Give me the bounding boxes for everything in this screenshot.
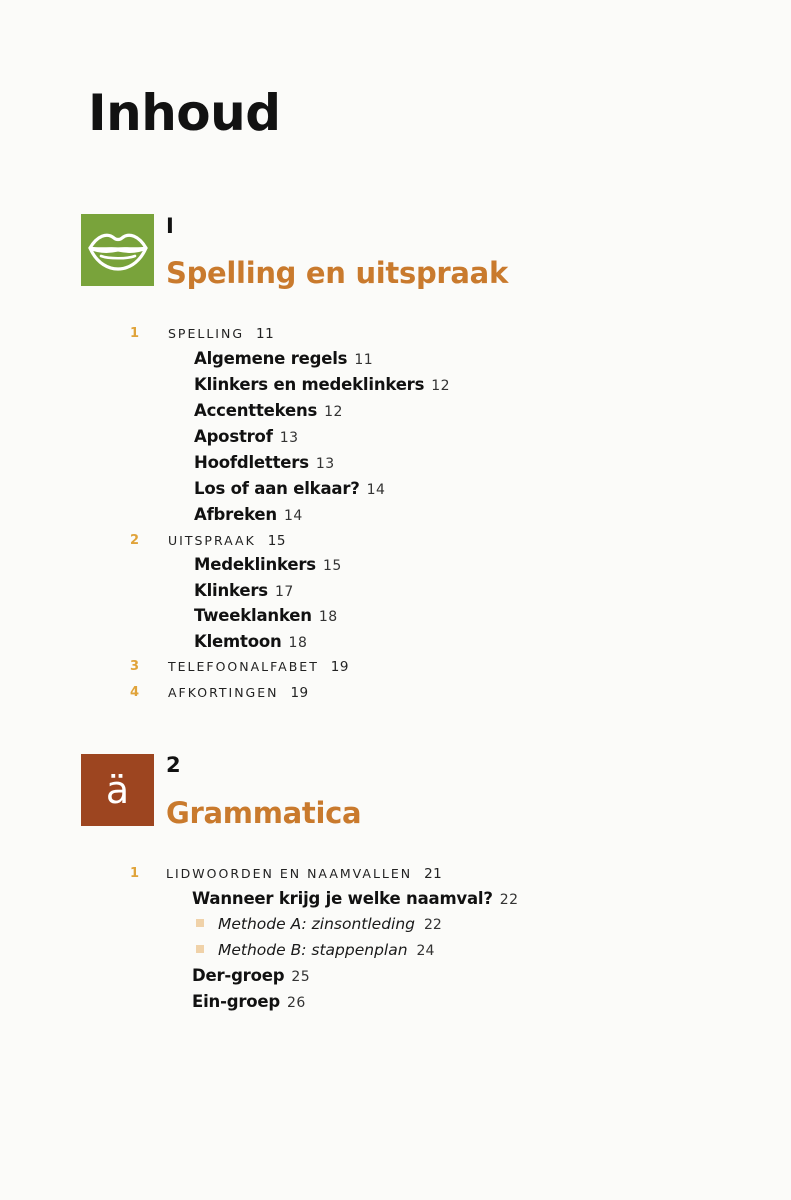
toc-subentry[interactable] [196, 938, 434, 962]
page-number: 11 [255, 326, 275, 342]
toc-entry[interactable] [194, 630, 307, 654]
page-number: 15 [322, 558, 342, 574]
entry-label: Methode A: zinsontleding [218, 915, 416, 933]
page-number: 13 [279, 430, 299, 446]
section-label: UITSPRAAK [168, 533, 256, 548]
toc-subentry[interactable] [196, 912, 442, 936]
chapter-title[interactable]: Grammatica [166, 796, 362, 830]
entry-label: Hoofdletters [194, 453, 309, 472]
entry-label: Klinkers [194, 581, 268, 600]
entry-label: Klinkers en medeklinkers [194, 375, 425, 394]
chapter-number: I [166, 214, 174, 238]
toc-entry[interactable] [194, 425, 299, 449]
square-bullet-icon [196, 945, 204, 953]
page-number: 11 [354, 352, 374, 368]
page-number: 18 [318, 609, 338, 625]
entry-label: Der-groep [192, 966, 285, 985]
umlaut-a-icon: ä [81, 754, 154, 826]
entry-label: Medeklinkers [194, 555, 316, 574]
page-number: 24 [416, 943, 435, 959]
toc-entry[interactable] [194, 347, 373, 371]
section-number: 2 [130, 533, 140, 548]
page-number: 12 [324, 404, 343, 420]
toc-entry[interactable] [194, 373, 450, 397]
toc-entry[interactable] [192, 887, 519, 911]
page-number: 22 [499, 892, 519, 908]
page-number: 14 [366, 482, 386, 498]
entry-label: Apostrof [194, 427, 273, 446]
toc-entry[interactable] [192, 990, 306, 1014]
toc-entry[interactable] [194, 553, 342, 577]
page-number: 13 [315, 456, 335, 472]
page-number: 15 [267, 533, 286, 549]
section-label: AFKORTINGEN [168, 685, 279, 700]
section-number: 3 [130, 659, 140, 674]
toc-entry[interactable] [194, 477, 385, 501]
section-label: LIDWOORDEN EN NAAMVALLEN [166, 866, 413, 881]
chapter-number: 2 [166, 753, 181, 777]
page-number: 12 [431, 378, 451, 394]
toc-entry[interactable] [194, 399, 343, 423]
page-number: 21 [424, 866, 443, 882]
section-label: SPELLING [168, 326, 245, 341]
section-number: 1 [130, 866, 140, 881]
page-number: 18 [288, 635, 308, 651]
entry-label: Klemtoon [194, 632, 282, 651]
section-number: 4 [130, 685, 140, 700]
page-number: 14 [283, 508, 303, 524]
entry-label: Accenttekens [194, 401, 318, 420]
section-label: TELEFOONALFABET [168, 659, 319, 674]
section-number: 1 [130, 326, 140, 341]
page-title: Inhoud [88, 84, 281, 142]
page-number: 19 [330, 659, 349, 675]
page-number: 22 [424, 917, 442, 933]
page-number: 26 [287, 995, 306, 1011]
entry-label: Tweeklanken [194, 606, 312, 625]
page-number: 17 [274, 584, 294, 600]
chapter-title[interactable]: Spelling en uitspraak [166, 256, 508, 290]
entry-label: Algemene regels [194, 349, 348, 368]
page-number: 25 [291, 969, 311, 985]
entry-label: Los of aan elkaar? [194, 479, 360, 498]
toc-entry[interactable] [194, 451, 335, 475]
entry-label: Methode B: stappenplan [218, 941, 408, 959]
square-bullet-icon [196, 919, 204, 927]
lips-icon [81, 214, 154, 286]
entry-label: Afbreken [194, 505, 277, 524]
toc-entry[interactable] [194, 604, 338, 628]
toc-entry[interactable] [194, 503, 303, 527]
page-number: 19 [290, 685, 309, 701]
toc-entry[interactable] [194, 579, 294, 603]
entry-label: Wanneer krijg je welke naamval? [192, 889, 493, 908]
entry-label: Ein-groep [192, 992, 281, 1011]
toc-entry[interactable] [192, 964, 310, 988]
